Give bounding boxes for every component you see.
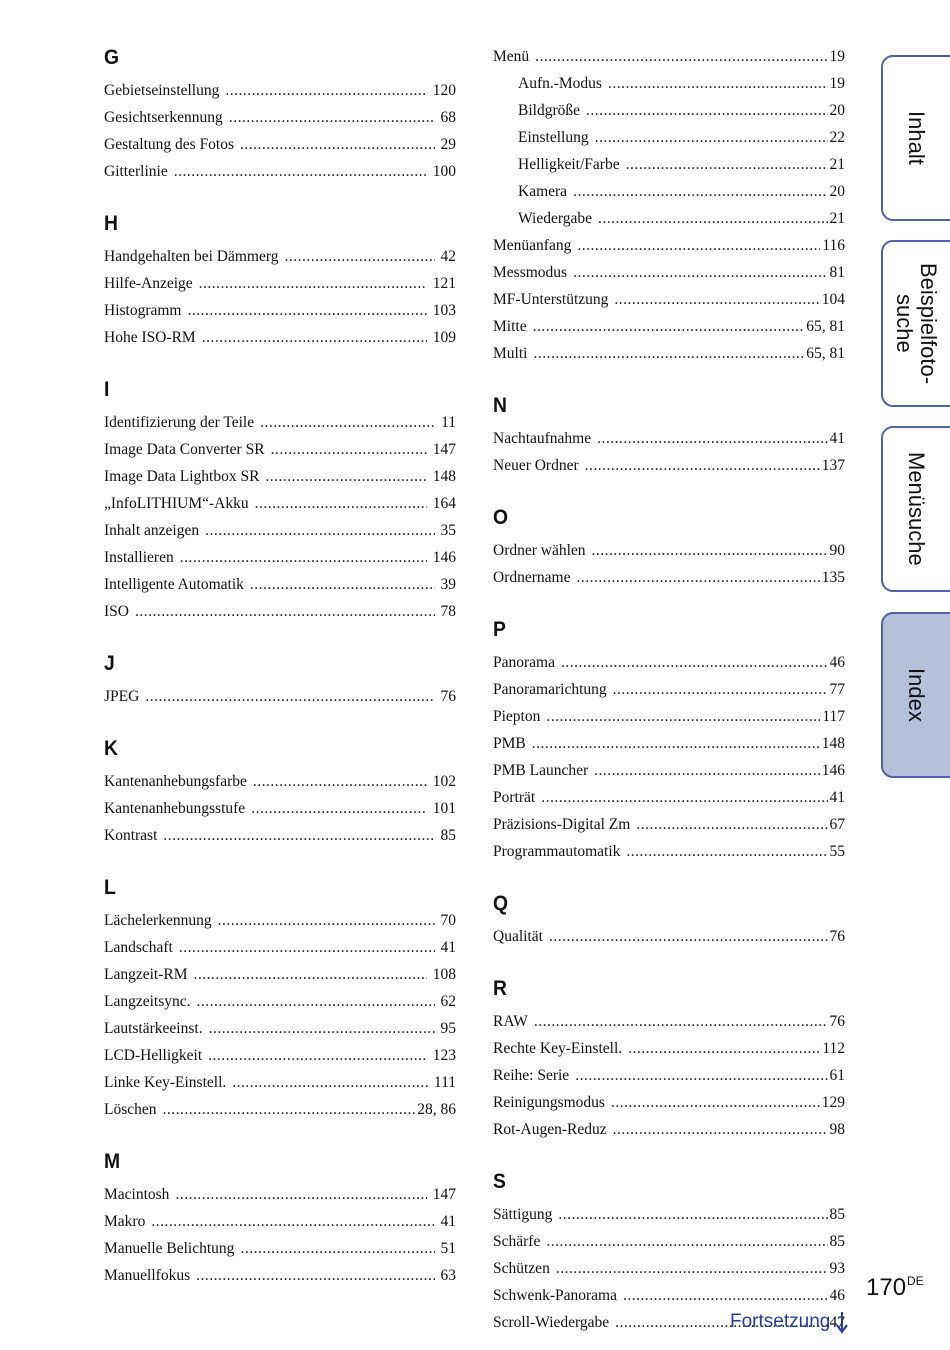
dot-leader (613, 1119, 828, 1141)
index-entry[interactable] (104, 825, 456, 847)
arrow-down-icon (836, 1310, 848, 1334)
index-page-ref[interactable]: 46 (829, 1287, 845, 1304)
dot-leader (594, 760, 820, 782)
index-entry[interactable] (104, 1238, 456, 1260)
index-page-ref[interactable]: 51 (440, 1240, 456, 1257)
index-term: Kamera (518, 183, 568, 200)
index-page-ref[interactable]: 108 (432, 966, 456, 983)
tab-label-line: Beispielfoto- (916, 262, 941, 385)
dot-leader (598, 208, 828, 230)
index-subentry[interactable] (518, 208, 845, 230)
index-entry[interactable] (104, 439, 456, 461)
dot-leader (199, 273, 427, 295)
dot-leader (218, 910, 435, 932)
dot-leader (205, 520, 434, 542)
index-term: Bildgröße (518, 102, 580, 119)
index-entry[interactable] (104, 798, 456, 820)
index-term: Schwenk-Panorama (493, 1287, 617, 1304)
index-page-ref[interactable]: 109 (432, 329, 456, 346)
index-entry[interactable] (104, 1211, 456, 1233)
index-term: Identifizierung der Teile (104, 414, 255, 431)
index-page-ref[interactable]: 100 (432, 163, 456, 180)
index-page-ref[interactable]: 121 (432, 275, 456, 292)
index-entry[interactable] (104, 134, 456, 156)
index-term: Kontrast (104, 827, 158, 844)
index-page-ref[interactable]: 135 (821, 569, 845, 586)
dot-leader (533, 343, 804, 365)
index-page-ref[interactable]: 55 (829, 843, 845, 860)
index-term: Menü (493, 48, 530, 65)
index-term: Langzeit-RM (104, 966, 188, 983)
dot-leader (229, 107, 435, 129)
index-page-ref[interactable]: 164 (432, 495, 456, 512)
index-term: Lächelerkennung (104, 912, 212, 929)
page-number: 170DE (866, 1274, 924, 1301)
index-page-ref[interactable]: 21 (829, 156, 845, 173)
index-entry[interactable] (104, 246, 456, 268)
dot-leader (597, 428, 827, 450)
index-entry[interactable] (104, 910, 456, 932)
index-page-ref[interactable]: 65, 81 (806, 318, 845, 335)
index-term: Kantenanhebungsstufe (104, 800, 246, 817)
dot-leader (534, 1011, 828, 1033)
index-subentry[interactable] (518, 127, 845, 149)
index-page-ref[interactable]: 146 (821, 762, 845, 779)
dot-leader (251, 798, 427, 820)
index-page-ref[interactable]: 29 (440, 136, 456, 153)
index-term: Makro (104, 1213, 146, 1230)
index-page-ref[interactable]: 90 (829, 542, 845, 559)
index-entry[interactable] (493, 428, 845, 450)
tab-label-line: Menüsuche (904, 452, 929, 566)
index-letter-heading: J (104, 652, 115, 675)
dot-leader (575, 1065, 827, 1087)
index-entry[interactable] (493, 787, 845, 809)
dot-leader (573, 262, 827, 284)
index-page-ref[interactable]: 78 (440, 603, 456, 620)
dot-leader (202, 327, 427, 349)
dot-leader (546, 1231, 827, 1253)
dot-leader (151, 1211, 434, 1233)
index-letter-heading: I (104, 378, 110, 401)
index-entry[interactable] (493, 1285, 845, 1307)
index-letter-heading: N (493, 394, 507, 417)
index-entry[interactable] (493, 289, 845, 311)
index-entry[interactable] (104, 161, 456, 183)
dot-leader (546, 706, 820, 728)
index-term: Image Data Lightbox SR (104, 468, 260, 485)
index-term: Schützen (493, 1260, 550, 1277)
index-term: Manuelle Belichtung (104, 1240, 235, 1257)
index-page-ref[interactable]: 76 (829, 1013, 845, 1030)
index-term: Neuer Ordner (493, 457, 579, 474)
index-term: Reinigungsmodus (493, 1094, 605, 1111)
dot-leader (209, 1018, 435, 1040)
index-entry[interactable] (493, 1231, 845, 1253)
index-term: Rot-Augen-Reduz (493, 1121, 607, 1138)
dot-leader (611, 1092, 820, 1114)
index-term: Langzeitsync. (104, 993, 191, 1010)
index-term: Gestaltung des Fotos (104, 136, 235, 153)
index-term: Sättigung (493, 1206, 553, 1223)
index-page-ref[interactable]: 85 (829, 1206, 845, 1223)
index-term: Löschen (104, 1101, 157, 1118)
index-entry[interactable] (493, 1011, 845, 1033)
dot-leader (255, 493, 427, 515)
index-term: Wiedergabe (518, 210, 592, 227)
dot-leader (549, 926, 828, 948)
index-letter-heading: R (493, 977, 507, 1000)
index-entry[interactable] (493, 652, 845, 674)
index-page-ref[interactable]: 39 (440, 576, 456, 593)
dot-leader (541, 787, 827, 809)
index-term: Porträt (493, 789, 536, 806)
index-term: Gebietseinstellung (104, 82, 220, 99)
index-term: Rechte Key-Einstell. (493, 1040, 623, 1057)
dot-leader (613, 679, 828, 701)
index-term: Panorama (493, 654, 555, 671)
index-subentry[interactable] (518, 73, 845, 95)
index-term: Ordnername (493, 569, 571, 586)
index-entry[interactable] (104, 466, 456, 488)
index-page-ref[interactable]: 42 (440, 248, 456, 265)
index-entry[interactable] (493, 343, 845, 365)
continue-label: Fortsetzung (730, 1311, 831, 1332)
tab-label-line: Inhalt (904, 111, 929, 165)
index-page-ref[interactable]: 93 (829, 1260, 845, 1277)
index-page-ref[interactable]: 68 (440, 109, 456, 126)
dot-leader (271, 439, 427, 461)
index-page-ref[interactable]: 19 (829, 75, 845, 92)
index-entry[interactable] (104, 412, 456, 434)
index-entry[interactable] (493, 733, 845, 755)
index-entry[interactable] (493, 841, 845, 863)
index-entry[interactable] (104, 991, 456, 1013)
dot-leader (623, 1285, 828, 1307)
index-term: Piepton (493, 708, 541, 725)
index-entry[interactable] (493, 316, 845, 338)
index-term: Intelligente Automatik (104, 576, 244, 593)
index-entry[interactable] (493, 679, 845, 701)
dot-leader (592, 540, 828, 562)
index-page-ref[interactable]: 63 (440, 1267, 456, 1284)
index-entry[interactable] (104, 520, 456, 542)
index-term: Image Data Converter SR (104, 441, 265, 458)
tab-beispielfoto-suche[interactable] (881, 240, 950, 407)
index-entry[interactable] (493, 455, 845, 477)
index-entry[interactable] (493, 1258, 845, 1280)
index-term: MF-Unterstützung (493, 291, 609, 308)
index-page-ref[interactable]: 98 (829, 1121, 845, 1138)
dot-leader (561, 652, 828, 674)
index-term: LCD-Helligkeit (104, 1047, 203, 1064)
index-page-ref[interactable]: 147 (432, 1186, 456, 1203)
index-term: Kantenanhebungsfarbe (104, 773, 247, 790)
index-term: Lautstärkeeinst. (104, 1020, 203, 1037)
index-page-ref[interactable]: 19 (829, 48, 845, 65)
continue-link[interactable] (730, 1310, 848, 1334)
index-page-ref[interactable]: 123 (432, 1047, 456, 1064)
index-page-ref[interactable]: 77 (829, 681, 845, 698)
dot-leader (174, 161, 427, 183)
index-page-ref[interactable]: 47 (829, 1314, 845, 1331)
index-term: Qualität (493, 928, 543, 945)
index-term: JPEG (104, 688, 140, 705)
tab-label (904, 111, 928, 165)
index-entry[interactable] (104, 273, 456, 295)
dot-leader (535, 46, 827, 68)
index-page-ref[interactable]: 20 (829, 183, 845, 200)
index-entry[interactable] (104, 300, 456, 322)
index-page-ref[interactable]: 102 (432, 773, 456, 790)
index-term: Messmodus (493, 264, 568, 281)
index-term: Reihe: Serie (493, 1067, 570, 1084)
index-page-ref[interactable]: 11 (441, 414, 456, 431)
index-term: Menüanfang (493, 237, 572, 254)
dot-leader (240, 134, 434, 156)
index-entry[interactable] (104, 327, 456, 349)
index-letter-heading: O (493, 506, 509, 529)
dot-leader (636, 814, 827, 836)
index-page-ref[interactable]: 148 (432, 468, 456, 485)
dot-leader (194, 964, 427, 986)
index-term: Aufn.-Modus (518, 75, 602, 92)
index-term: Linke Key-Einstell. (104, 1074, 227, 1091)
index-page-ref[interactable]: 76 (829, 928, 845, 945)
index-page-ref[interactable]: 104 (821, 291, 845, 308)
index-page-ref[interactable]: 35 (440, 522, 456, 539)
index-entry[interactable] (493, 540, 845, 562)
index-page-ref[interactable]: 85 (829, 1233, 845, 1250)
index-letter-heading: L (104, 876, 116, 899)
dot-leader (585, 455, 820, 477)
index-entry[interactable] (104, 937, 456, 959)
tab-inhalt[interactable] (881, 55, 950, 221)
dot-leader (532, 733, 820, 755)
index-page-ref[interactable]: 28, 86 (417, 1101, 456, 1118)
dot-leader (225, 80, 426, 102)
index-page-ref[interactable]: 81 (829, 264, 845, 281)
index-term: Gesichtserkennung (104, 109, 223, 126)
dot-leader (179, 937, 435, 959)
index-page-ref[interactable]: 41 (829, 430, 845, 447)
index-entry[interactable] (104, 1018, 456, 1040)
index-entry[interactable] (493, 1065, 845, 1087)
index-term: Präzisions-Digital Zm (493, 816, 631, 833)
index-term: Handgehalten bei Dämmerg (104, 248, 279, 265)
dot-leader (626, 154, 828, 176)
index-subentry[interactable] (518, 154, 845, 176)
index-entry[interactable] (104, 80, 456, 102)
index-entry[interactable] (104, 771, 456, 793)
index-page-ref[interactable]: 46 (829, 654, 845, 671)
index-page-ref[interactable]: 146 (432, 549, 456, 566)
index-page-ref[interactable]: 41 (440, 939, 456, 956)
index-letter-heading: Q (493, 892, 509, 915)
index-page-ref[interactable]: 61 (829, 1067, 845, 1084)
index-page-ref[interactable]: 117 (822, 708, 845, 725)
index-letter-heading: M (104, 1150, 121, 1173)
dot-leader (260, 412, 435, 434)
index-term: Manuellfokus (104, 1267, 191, 1284)
index-subentry[interactable] (518, 100, 845, 122)
tab-label (892, 263, 940, 384)
index-entry[interactable] (493, 1119, 845, 1141)
index-page-ref[interactable]: 111 (433, 1074, 456, 1091)
dot-leader (135, 601, 435, 623)
dot-leader (253, 771, 427, 793)
dot-leader (163, 825, 434, 847)
index-term: Hilfe-Anzeige (104, 275, 193, 292)
index-term: Scroll-Wiedergabe (493, 1314, 610, 1331)
index-term: PMB (493, 735, 526, 752)
dot-leader (265, 466, 426, 488)
index-term: Installieren (104, 549, 174, 566)
dot-leader (284, 246, 434, 268)
index-entry[interactable] (104, 1265, 456, 1287)
index-page-ref[interactable]: 22 (829, 129, 845, 146)
index-term: Programmautomatik (493, 843, 621, 860)
dot-leader (180, 547, 427, 569)
dot-leader (586, 100, 828, 122)
index-entry[interactable] (104, 686, 456, 708)
tab-menuesuche[interactable] (881, 426, 950, 592)
dot-leader (145, 686, 434, 708)
dot-leader (208, 1045, 427, 1067)
index-entry[interactable] (104, 1099, 456, 1121)
index-entry[interactable] (493, 567, 845, 589)
index-entry[interactable] (104, 547, 456, 569)
index-term: Macintosh (104, 1186, 170, 1203)
index-term: Schärfe (493, 1233, 541, 1250)
index-entry[interactable] (104, 1072, 456, 1094)
index-page-ref[interactable]: 76 (440, 688, 456, 705)
index-term: Einstellung (518, 129, 589, 146)
index-entry[interactable] (493, 262, 845, 284)
index-page-ref[interactable]: 103 (432, 302, 456, 319)
dot-leader (573, 181, 827, 203)
index-term: Histogramm (104, 302, 182, 319)
index-entry[interactable] (493, 235, 845, 257)
index-page-ref[interactable]: 41 (829, 789, 845, 806)
index-page-ref[interactable]: 67 (829, 816, 845, 833)
dot-leader (614, 289, 819, 311)
index-page-ref[interactable]: 65, 81 (806, 345, 845, 362)
dot-leader (628, 1038, 820, 1060)
index-term: Landschaft (104, 939, 173, 956)
index-entry[interactable] (493, 706, 845, 728)
tab-index[interactable] (881, 612, 950, 778)
index-entry[interactable] (104, 1184, 456, 1206)
dot-leader (196, 1265, 434, 1287)
index-term: Hohe ISO-RM (104, 329, 196, 346)
index-page-ref[interactable]: 21 (829, 210, 845, 227)
tab-label-line: suche (892, 294, 917, 353)
dot-leader (175, 1184, 426, 1206)
dot-leader (232, 1072, 428, 1094)
dot-leader (533, 316, 805, 338)
index-entry[interactable] (104, 574, 456, 596)
index-term: Inhalt anzeigen (104, 522, 200, 539)
index-entry[interactable] (493, 1092, 845, 1114)
dot-leader (163, 1099, 416, 1121)
index-entry[interactable] (493, 46, 845, 68)
index-page-ref[interactable]: 129 (821, 1094, 845, 1111)
index-page-ref[interactable]: 41 (440, 1213, 456, 1230)
index-entry[interactable] (493, 760, 845, 782)
tab-label (904, 452, 928, 566)
index-term: Helligkeit/Farbe (518, 156, 620, 173)
dot-leader (188, 300, 427, 322)
dot-leader (250, 574, 435, 596)
index-term: ISO (104, 603, 129, 620)
index-letter-heading: K (104, 737, 118, 760)
dot-leader (197, 991, 435, 1013)
index-page-ref[interactable]: 147 (432, 441, 456, 458)
index-term: Ordner wählen (493, 542, 586, 559)
index-entry[interactable] (104, 107, 456, 129)
index-term: Nachtaufnahme (493, 430, 592, 447)
index-letter-heading: P (493, 618, 506, 641)
index-term: PMB Launcher (493, 762, 589, 779)
index-term: Panoramarichtung (493, 681, 607, 698)
index-page-ref[interactable]: 62 (440, 993, 456, 1010)
index-page-ref[interactable]: 120 (432, 82, 456, 99)
index-entry[interactable] (104, 1045, 456, 1067)
index-term: RAW (493, 1013, 528, 1030)
index-entry[interactable] (104, 601, 456, 623)
index-page-ref[interactable]: 112 (822, 1040, 845, 1057)
index-letter-heading: H (104, 212, 118, 235)
dot-leader (626, 841, 827, 863)
index-entry[interactable] (104, 964, 456, 986)
index-entry[interactable] (104, 493, 456, 515)
index-entry[interactable] (493, 926, 845, 948)
index-page-ref[interactable]: 116 (822, 237, 845, 254)
index-term: Multi (493, 345, 528, 362)
index-page-ref[interactable]: 70 (440, 912, 456, 929)
dot-leader (595, 127, 828, 149)
index-page-ref[interactable]: 148 (821, 735, 845, 752)
dot-leader (577, 235, 820, 257)
page-number-suffix: DE (907, 1274, 924, 1288)
index-page-ref[interactable]: 95 (440, 1020, 456, 1037)
index-subentry[interactable] (518, 181, 845, 203)
index-entry[interactable] (493, 1038, 845, 1060)
index-page-ref[interactable]: 137 (821, 457, 845, 474)
dot-leader (240, 1238, 434, 1260)
index-page-ref[interactable]: 101 (432, 800, 456, 817)
index-letter-heading: G (104, 46, 120, 69)
index-page-ref[interactable]: 20 (829, 102, 845, 119)
dot-leader (556, 1258, 828, 1280)
index-page-ref[interactable]: 85 (440, 827, 456, 844)
index-entry[interactable] (493, 1204, 845, 1226)
tab-label-line: Index (904, 668, 929, 722)
index-letter-heading: S (493, 1170, 506, 1193)
index-term: „InfoLITHIUM“-Akku (104, 495, 249, 512)
tab-label (904, 668, 928, 722)
index-term: Gitterlinie (104, 163, 168, 180)
dot-leader (576, 567, 819, 589)
dot-leader (558, 1204, 827, 1226)
index-term: Mitte (493, 318, 527, 335)
index-entry[interactable] (493, 814, 845, 836)
dot-leader (608, 73, 828, 95)
